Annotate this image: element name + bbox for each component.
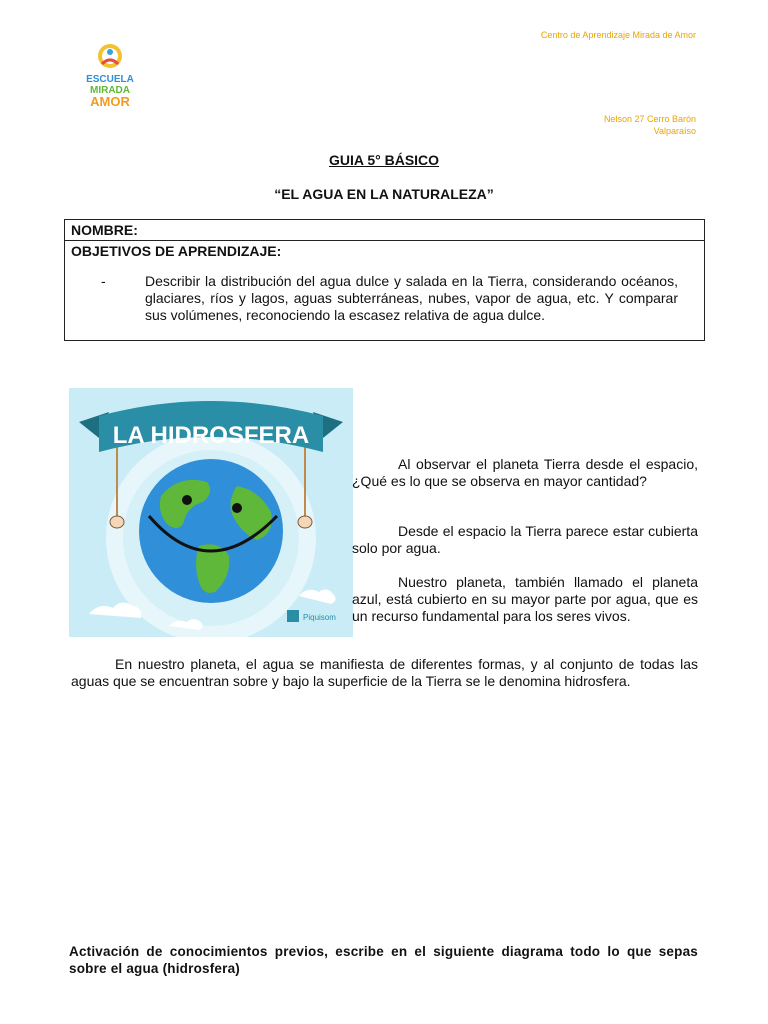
- paragraph-1-text: Al observar el planeta Tierra desde el espacio, ¿Qué es lo que se observa en mayor cantidad?: [352, 456, 698, 489]
- hydrosphere-illustration: [69, 388, 353, 637]
- objective-item: [101, 273, 678, 324]
- address-line-1: Nelson 27 Cerro Barón: [603, 114, 696, 124]
- objective-bullet: -: [101, 273, 106, 289]
- name-cell[interactable]: [65, 220, 705, 241]
- guide-subtitle: “EL AGUA EN LA NATURALEZA”: [274, 186, 494, 202]
- school-logo: [80, 42, 140, 112]
- illustration-watermark: Piquisom: [303, 613, 336, 622]
- paragraph-1: [352, 456, 698, 490]
- paragraph-2: [352, 523, 698, 557]
- objectives-label: OBJETIVOS DE APRENDIZAJE:: [71, 243, 282, 259]
- guide-title: GUIA 5° BÁSICO: [328, 152, 440, 168]
- student-info-table: [64, 219, 705, 341]
- activation-prompt: Activación de conocimientos previos, escribe en el siguiente diagrama todo lo que sepas sobre el agua (hidrosfera): [69, 944, 698, 976]
- paragraph-3: [352, 574, 698, 625]
- name-label: NOMBRE:: [71, 222, 138, 238]
- logo-word-mirada: MIRADA: [90, 85, 130, 96]
- school-name: Centro de Aprendizaje Mirada de Amor: [540, 30, 696, 40]
- banner-title: LA HIDROSFERA: [112, 422, 310, 449]
- objectives-cell: [65, 241, 705, 341]
- logo-word-amor: AMOR: [90, 94, 130, 109]
- paragraph-4-text: En nuestro planeta, el agua se manifiesta de diferentes formas, y al conjunto de todas las aguas que se encuentran sobre y bajo la superficie de la Tierra se le denomina hidrosfera.: [71, 656, 698, 689]
- paragraph-4: [71, 656, 698, 690]
- objective-text: Describir la distribución del agua dulce y salada en la Tierra, considerando océanos, glaciares, ríos y lagos, aguas subterráneas, nubes, vapor de agua, etc. Y comparar sus volúmenes, reconociendo la escasez relativa de agua dulce.: [145, 273, 678, 323]
- paragraph-3-text: Nuestro planeta, también llamado el planeta azul, está cubierto en su mayor parte por agua, que es un recurso fundamental para los seres vivos.: [352, 574, 698, 624]
- address-line-2: Valparaíso: [653, 126, 696, 136]
- school-address: [604, 113, 696, 137]
- paragraph-2-text: Desde el espacio la Tierra parece estar cubierta solo por agua.: [352, 523, 698, 556]
- logo-word-escuela: ESCUELA: [86, 74, 134, 85]
